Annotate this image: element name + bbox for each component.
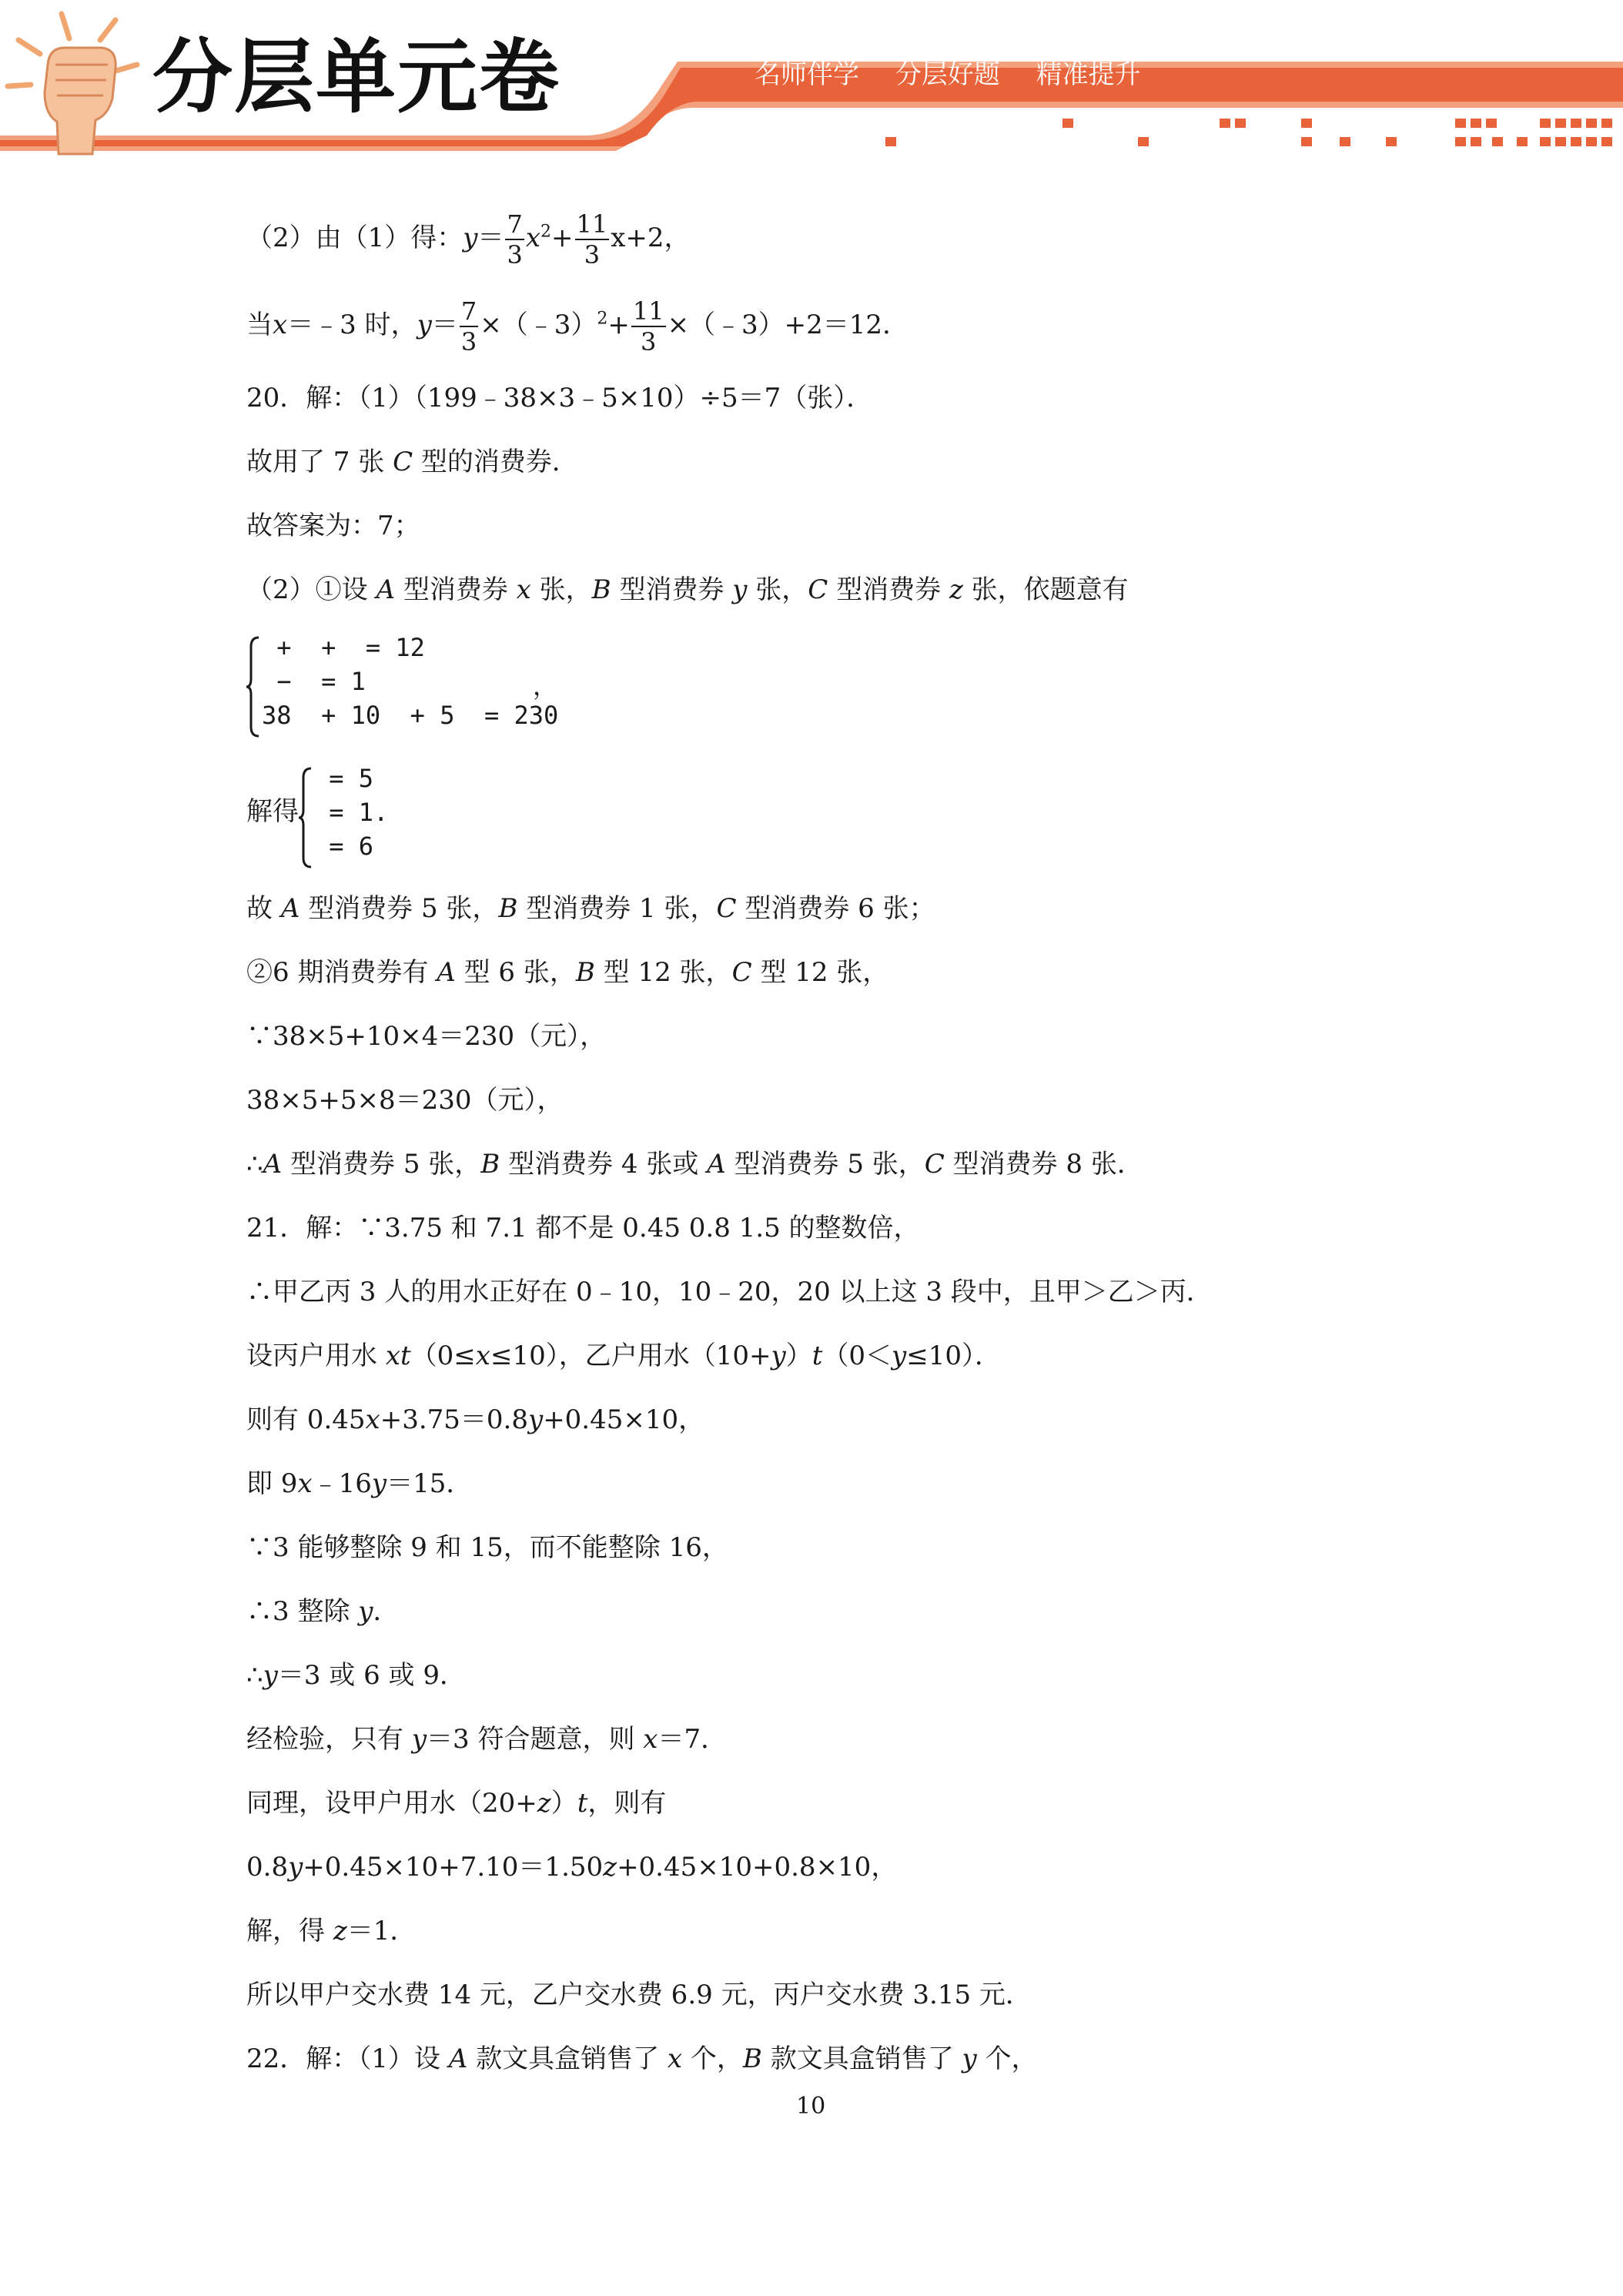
solution-line: 经检验，只有 y＝3 符合题意，则 x＝7．	[246, 1724, 728, 1755]
solution-line: 故答案为：7；	[246, 510, 420, 541]
equation-row: = 5	[314, 764, 374, 793]
solve-label: 解得	[246, 796, 299, 827]
equation-row: + + = 12	[262, 633, 425, 662]
solution-line: 故 A 型消费券 5 张，B 型消费券 1 张，C 型消费券 6 张；	[246, 893, 935, 924]
solution-line: ∴甲乙丙 3 人的用水正好在 0﹣10，10﹣20，20 以上这 3 段中，且甲＞乙＞丙．	[246, 1277, 1213, 1307]
brand-title: 分层单元卷	[152, 30, 561, 124]
solution-line: 同理，设甲户用水（20+z）t，则有	[246, 1788, 667, 1819]
solution-line: 所以甲户交水费 14 元，乙户交水费 6.9 元，丙户交水费 3.15 元．	[246, 1980, 1032, 2010]
solution-line: 0.8y+0.45×10+7.10＝1.50z+0.45×10+0.8×10，	[246, 1852, 898, 1883]
equation-row: = 1.	[314, 798, 389, 827]
solution-line: 解，得 z＝1．	[246, 1916, 417, 1946]
solution-line: 20．解：（1）（199﹣38×3﹣5×10）÷5＝7（张）．	[246, 383, 873, 413]
page-header	[0, 0, 1623, 162]
fraction: $\frac{7}{3}$	[507, 209, 523, 269]
solution-line: （2）①设 A 型消费券 x 张，B 型消费券 y 张，C 型消费券 z 张，依题意有	[246, 574, 1129, 605]
solution-system	[299, 764, 453, 872]
decorative-squares	[885, 119, 1612, 146]
solution-line: ∵38×5+10×4＝230（元），	[246, 1021, 607, 1052]
page-number: 10	[796, 2093, 826, 2120]
equation-system	[246, 633, 570, 741]
solution-line: ∴y＝3 或 6 或 9．	[246, 1660, 466, 1691]
solution-line: ∴3 整除 y．	[246, 1596, 400, 1627]
solution-line: 22．解：（1）设 A 款文具盒销售了 x 个，B 款文具盒销售了 y 个，	[246, 2043, 1038, 2074]
solution-line: ∵3 能够整除 9 和 15，而不能整除 16，	[246, 1532, 728, 1563]
header-tagline	[755, 59, 1169, 90]
left-brace	[246, 636, 262, 738]
solution-line: ∴A 型消费券 5 张，B 型消费券 4 张或 A 型消费券 5 张，C 型消费券 8 张．	[246, 1149, 1143, 1180]
equation-row: = 6	[314, 832, 374, 861]
fraction: $\frac{7}{3}$	[460, 296, 477, 356]
solution-line: 故用了 7 张 C 型的消费券．	[246, 447, 578, 477]
solution-line: 38×5+5×8＝230（元），	[246, 1085, 564, 1116]
solution-line: 当x＝﹣3 时，y＝ $\frac{7}{3}$ ×（﹣3）$^2$+ $\frac{11}{3}$ ×（﹣3）+2＝12．	[246, 296, 909, 356]
solution-line: 21．解：∵3.75 和 7.1 都不是 0.45 0.8 1.5 的整数倍，	[246, 1213, 920, 1243]
solution-line: （2）由（1）得：y＝ $\frac{7}{3}$ $x^2+$ $\frac{11}{3}$ x+2，	[246, 209, 691, 269]
fraction: $\frac{11}{3}$	[576, 209, 608, 269]
left-brace	[299, 767, 314, 869]
raised-fist-icon	[8, 14, 137, 154]
equation-punct: ，	[533, 671, 558, 701]
solution-line: 即 9x﹣16y＝15．	[246, 1468, 473, 1499]
tagline-item: 分层好题	[895, 59, 1000, 90]
equation-row: − = 1	[262, 667, 366, 696]
equation-row: 38 + 10 + 5 = 230	[262, 701, 559, 730]
solution-line: ②6 期消费券有 A 型 6 张，B 型 12 张，C 型 12 张，	[246, 957, 889, 988]
tagline-item: 名师伴学	[755, 59, 859, 90]
solution-line: 则有 0.45x+3.75＝0.8y+0.45×10，	[246, 1404, 705, 1435]
tagline-item: 精准提升	[1036, 59, 1141, 90]
solution-line: 设丙户用水 xt（0≤x≤10），乙户用水（10+y）t（0＜y≤10）．	[246, 1340, 1001, 1371]
fraction: $\frac{11}{3}$	[632, 296, 664, 356]
